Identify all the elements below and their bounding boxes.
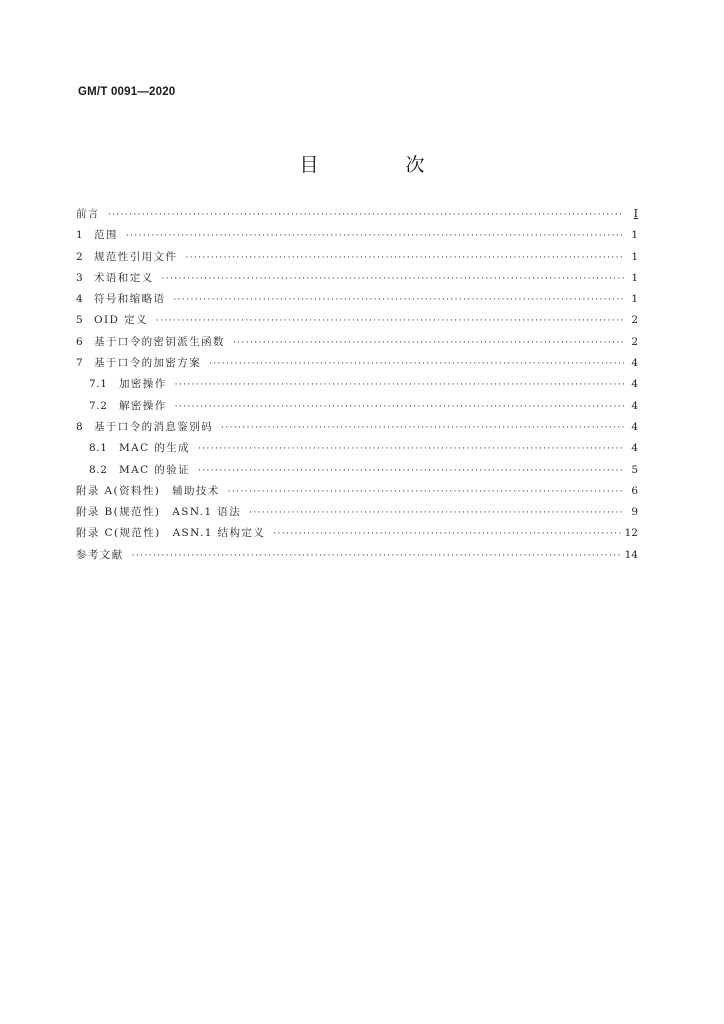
toc-entry-page: 4 xyxy=(631,378,638,391)
toc-entry-page: 6 xyxy=(631,484,638,497)
toc-entry[interactable] xyxy=(76,547,638,568)
toc-entry[interactable] xyxy=(76,419,638,440)
toc-entry-number: 8.1 xyxy=(89,442,108,455)
toc-entry-text: 范围 xyxy=(94,229,118,242)
toc-entry[interactable] xyxy=(76,355,638,376)
page-title: 目 次 xyxy=(299,154,459,176)
toc-entry-label xyxy=(76,355,201,370)
toc-entry-number: 2 xyxy=(76,250,84,263)
toc-entry-number: 7.1 xyxy=(89,378,108,391)
toc-entry-page: 4 xyxy=(631,420,638,433)
toc-entry-text: 术语和定义 xyxy=(94,271,154,284)
toc-entry[interactable] xyxy=(76,462,638,483)
toc-entry-text: 基于口令的加密方案 xyxy=(94,357,202,370)
toc-leader-dots xyxy=(198,466,624,476)
toc-entry-label xyxy=(76,483,220,498)
toc-entry-page: 4 xyxy=(631,442,638,455)
toc-entry-text: 附录 C(规范性) ASN.1 结构定义 xyxy=(76,527,266,540)
toc-entry-page: 2 xyxy=(631,335,638,348)
toc-entry-page: 4 xyxy=(631,357,638,370)
toc-entry-label xyxy=(76,547,124,562)
toc-entry-text: 前言 xyxy=(76,208,100,220)
toc-leader-dots xyxy=(132,551,621,561)
toc-entry-text: 解密操作 xyxy=(119,399,167,412)
toc-entry[interactable] xyxy=(76,483,638,504)
toc-entry[interactable] xyxy=(76,291,638,312)
toc-entry-text: MAC 的验证 xyxy=(119,463,191,476)
toc-entry-number: 1 xyxy=(76,229,84,242)
toc-leader-dots xyxy=(209,359,624,369)
toc-entry-number: 7 xyxy=(76,357,84,370)
toc-entry-text: 基于口令的消息鉴别码 xyxy=(94,420,213,433)
toc-entry[interactable] xyxy=(76,525,638,546)
toc-entry[interactable] xyxy=(76,249,638,270)
toc-entry-label xyxy=(76,227,118,242)
table-of-contents xyxy=(76,206,638,568)
toc-entry[interactable] xyxy=(76,504,638,525)
toc-entry-number: 6 xyxy=(76,335,84,348)
toc-leader-dots xyxy=(228,487,624,497)
toc-entry-text: 参考文献 xyxy=(76,548,124,561)
toc-entry-page: 5 xyxy=(631,463,638,476)
toc-entry[interactable] xyxy=(76,440,638,461)
toc-entry-label xyxy=(76,334,225,349)
toc-entry-page: 1 xyxy=(631,250,638,263)
toc-entry-page: 12 xyxy=(624,527,638,540)
toc-entry-page: 1 xyxy=(631,229,638,242)
toc-leader-dots xyxy=(162,274,625,284)
toc-leader-dots xyxy=(233,338,624,348)
toc-leader-dots xyxy=(249,508,624,518)
toc-entry-label xyxy=(76,504,241,519)
toc-entry-page: 14 xyxy=(624,548,638,561)
toc-entry[interactable] xyxy=(76,376,638,397)
toc-entry-text: 加密操作 xyxy=(119,378,167,391)
toc-entry-page: Ⅰ xyxy=(633,207,638,220)
toc-entry-text: 附录 B(规范性) ASN.1 语法 xyxy=(76,506,242,519)
toc-entry-page: 4 xyxy=(631,399,638,412)
toc-entry-label xyxy=(76,291,165,306)
toc-entry-number: 7.2 xyxy=(89,399,108,412)
toc-entry-label xyxy=(89,440,190,455)
toc-entry-label xyxy=(76,206,100,221)
toc-entry-label xyxy=(76,525,265,540)
toc-entry-text: MAC 的生成 xyxy=(119,442,191,455)
toc-entry-number: 8 xyxy=(76,420,84,433)
toc-leader-dots xyxy=(175,380,624,390)
toc-entry-number: 3 xyxy=(76,271,84,284)
toc-leader-dots xyxy=(198,444,624,454)
toc-entry-number: 4 xyxy=(76,293,84,306)
toc-entry[interactable] xyxy=(76,334,638,355)
toc-entry-page: 1 xyxy=(631,271,638,284)
toc-entry-page: 9 xyxy=(631,506,638,519)
toc-entry-label xyxy=(76,270,154,285)
toc-entry-label xyxy=(89,376,167,391)
toc-entry[interactable] xyxy=(76,270,638,291)
toc-entry[interactable] xyxy=(76,398,638,419)
toc-entry-text: 符号和缩略语 xyxy=(94,293,166,306)
toc-entry-label xyxy=(76,312,148,327)
toc-leader-dots xyxy=(221,423,624,433)
toc-entry-text: 附录 A(资料性) 辅助技术 xyxy=(76,484,220,497)
toc-entry[interactable] xyxy=(76,227,638,248)
toc-leader-dots xyxy=(108,210,624,220)
toc-entry-label xyxy=(76,249,177,264)
toc-entry-text: 基于口令的密钥派生函数 xyxy=(94,335,225,348)
toc-entry-label xyxy=(89,462,190,477)
toc-entry-label xyxy=(89,398,167,413)
toc-entry-text: 规范性引用文件 xyxy=(94,250,178,263)
toc-entry-page: 1 xyxy=(631,293,638,306)
toc-entry[interactable] xyxy=(76,312,638,333)
toc-entry-number: 8.2 xyxy=(89,463,108,476)
toc-leader-dots xyxy=(175,402,624,412)
toc-leader-dots xyxy=(156,316,624,326)
toc-entry-label xyxy=(76,419,213,434)
toc-leader-dots xyxy=(273,529,620,539)
toc-entry-number: 5 xyxy=(76,314,84,327)
toc-entry-text: OID 定义 xyxy=(94,314,148,327)
toc-entry-page: 2 xyxy=(631,314,638,327)
toc-entry[interactable] xyxy=(76,206,638,227)
toc-leader-dots xyxy=(126,231,624,241)
standard-number: GM/T 0091—2020 xyxy=(78,86,176,98)
toc-leader-dots xyxy=(185,253,624,263)
toc-leader-dots xyxy=(173,295,624,305)
